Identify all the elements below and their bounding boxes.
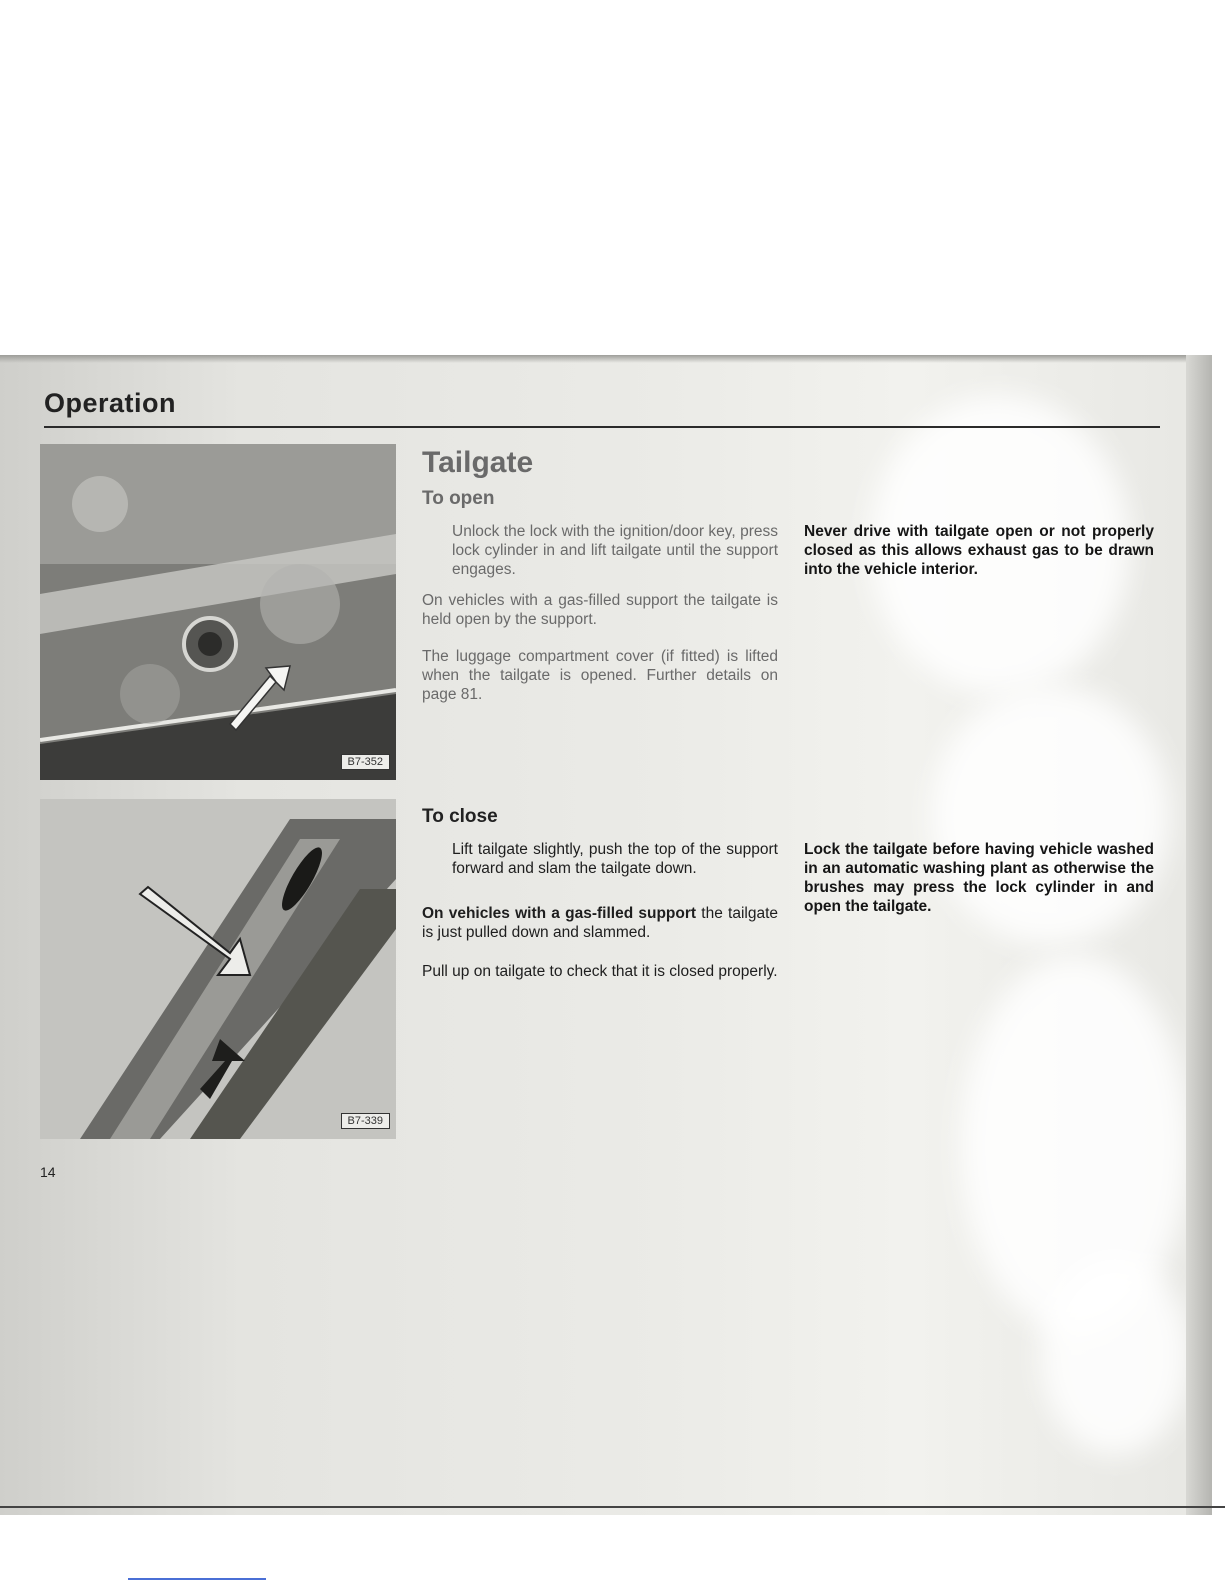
to-open-heading: To open	[422, 488, 495, 509]
header-rule	[44, 426, 1160, 428]
close-paragraph-2-lead: On vehicles with a gas-filled support	[422, 905, 697, 922]
open-paragraph-2: On vehicles with a gas-filled support the tailgate is held open by the support.	[422, 592, 778, 628]
close-paragraph-1: Lift tailgate slightly, push the top of the support forward and slam the tailgate down.	[452, 841, 778, 877]
open-warning: Never drive with tailgate open or not properly closed as this allows exhaust gas to be drawn into the vehicle interior.	[804, 523, 1154, 578]
close-paragraph-3: Pull up on tailgate to check that it is closed properly.	[422, 963, 778, 980]
close-paragraph-2-rest: the tailgate is just pulled down and slammed.	[422, 905, 778, 941]
status-underline	[128, 1578, 266, 1580]
water-stain	[1040, 1255, 1190, 1455]
page-number: 14	[40, 1164, 56, 1180]
tailgate-support-photo	[40, 799, 396, 1139]
section-title: Operation	[44, 388, 177, 418]
tailgate-support-illustration	[40, 799, 396, 1139]
open-paragraph-1: Unlock the lock with the ignition/door key, press lock cylinder in and lift tailgate until the support engages.	[452, 523, 778, 578]
tailgate-heading: Tailgate	[422, 446, 534, 479]
open-paragraph-3: The luggage compartment cover (if fitted) is lifted when the tailgate is opened. Further details on page 81.	[422, 648, 778, 703]
figure-code: B7-352	[341, 754, 390, 770]
tailgate-lock-illustration	[40, 444, 396, 780]
to-close-heading: To close	[422, 806, 498, 827]
page-bottom-edge	[0, 1506, 1225, 1508]
tailgate-lock-photo	[40, 444, 396, 780]
close-warning: Lock the tailgate before having vehicle washed in an automatic washing plant as otherwise the brushes may press the lock cylinder in and open the tailgate.	[804, 841, 1154, 915]
close-paragraph-2	[422, 904, 778, 942]
page-top-shadow	[0, 355, 1212, 363]
page-edge	[1186, 355, 1212, 1515]
figure-code: B7-339	[341, 1113, 390, 1129]
